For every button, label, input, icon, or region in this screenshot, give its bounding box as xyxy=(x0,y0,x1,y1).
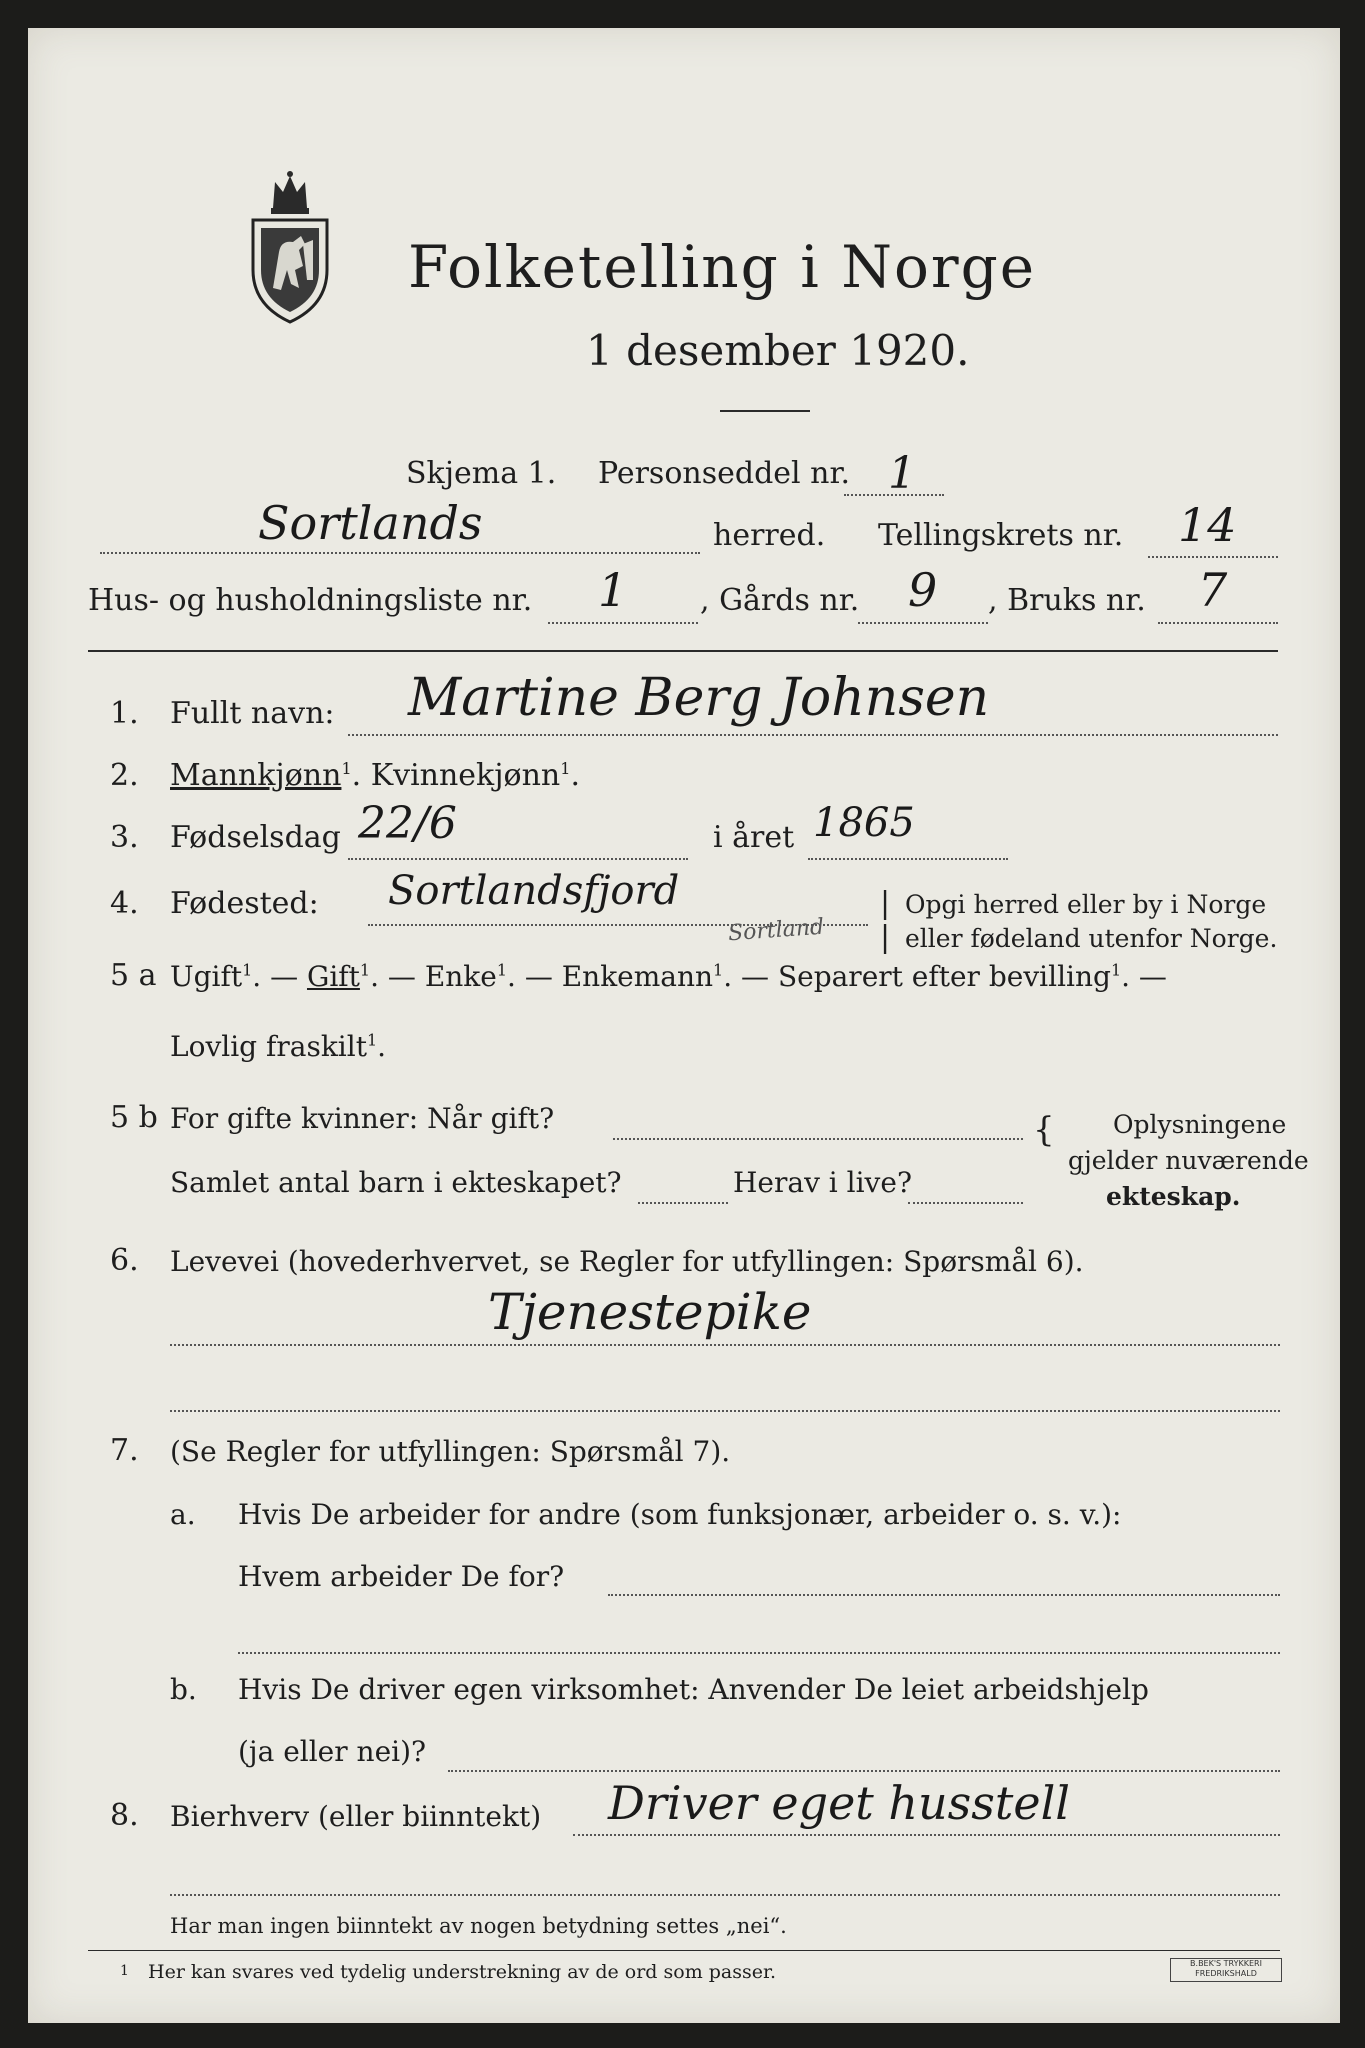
q2-female: Kvinnekjønn xyxy=(370,758,561,793)
bruks-value: 7 xyxy=(1198,563,1228,617)
q5a-fraskilt-sup: 1 xyxy=(366,1030,378,1050)
tellingskrets-label: Tellingskrets nr. xyxy=(878,518,1124,553)
q5b-live-line xyxy=(908,1202,1023,1204)
q3-number: 3. xyxy=(110,820,139,855)
q2-number: 2. xyxy=(110,758,139,793)
q5a-separert-sup: 1 xyxy=(1110,960,1122,980)
q8-line xyxy=(573,1834,1280,1836)
header-divider xyxy=(88,650,1278,652)
q7b-line xyxy=(448,1770,1280,1772)
q5b-live-label: Herav i live? xyxy=(733,1166,912,1199)
footnote-number: 1 xyxy=(120,1963,129,1979)
q3-year-line xyxy=(808,858,1008,860)
stamp-line-2: FREDRIKSHALD xyxy=(1195,1969,1257,1978)
gards-label: , Gårds nr. xyxy=(700,583,860,618)
q7-label: (Se Regler for utfyllingen: Spørsmål 7). xyxy=(170,1435,731,1468)
q6-number: 6. xyxy=(110,1243,139,1278)
herred-value: Sortlands xyxy=(258,496,483,550)
q5b-number: 5 b xyxy=(110,1100,158,1135)
q5a-enkemann: Enkemann xyxy=(561,960,714,993)
footer-divider xyxy=(88,1950,1280,1951)
q5a-number: 5 a xyxy=(110,958,157,993)
q5b-label: For gifte kvinner: Når gift? xyxy=(170,1102,555,1135)
q5a-ugift: Ugift xyxy=(170,960,243,993)
q5b-note-1: Oplysningene xyxy=(1113,1110,1287,1139)
printer-stamp xyxy=(1170,1958,1282,1982)
q6-label: Levevei (hovederhvervet, se Regler for utfyllingen: Spørsmål 6). xyxy=(170,1245,1084,1278)
personseddel-label: Personseddel nr. xyxy=(598,456,851,491)
norway-coat-of-arms-icon xyxy=(243,170,338,325)
q2-male: Mannkjønn xyxy=(170,758,342,793)
gards-line xyxy=(858,622,988,624)
q3-year-label: i året xyxy=(713,820,795,855)
q6-value: Tjenestepike xyxy=(488,1283,812,1341)
census-form xyxy=(28,28,1340,2023)
q4-label: Fødested: xyxy=(170,886,319,921)
q1-value: Martine Berg Johnsen xyxy=(408,668,990,728)
q5a-fraskilt: Lovlig fraskilt xyxy=(170,1030,367,1063)
q7a-line-2 xyxy=(238,1652,1280,1654)
q8-number: 8. xyxy=(110,1798,139,1833)
stamp-line-1: B.BEK'S TRYKKERI xyxy=(1190,1959,1262,1968)
q5a-ugift-sup: 1 xyxy=(242,960,253,980)
q1-number: 1. xyxy=(110,696,139,731)
q7a-label: Hvis De arbeider for andre (som funksjonær, arbeider o. s. v.): xyxy=(238,1498,1122,1531)
hus-label: Hus- og husholdningsliste nr. xyxy=(88,583,533,618)
q1-label: Fullt navn: xyxy=(170,696,335,731)
q5a-options: Ugift$^1$. — Gift$^1$. — Enke$^1$. — Enkemann$^1$. — Separert efter bevilling$^1$. — xyxy=(170,960,1167,993)
q5a-gift-sup: 1 xyxy=(359,960,371,980)
q5b-note-3: ekteskap. xyxy=(1106,1182,1241,1211)
q4-value-pencil: Sortland xyxy=(727,914,825,947)
personseddel-value: 1 xyxy=(888,448,916,499)
q7a-number: a. xyxy=(170,1498,196,1531)
q5b-gift-line xyxy=(613,1138,1023,1140)
q4-value: Sortlandsfjord xyxy=(388,868,680,914)
q5a-enke-sup: 1 xyxy=(496,960,508,980)
q4-brace-bottom: | xyxy=(880,920,891,955)
q5b-note-2: gjelder nuværende xyxy=(1068,1146,1309,1175)
tellingskrets-line xyxy=(1148,556,1278,558)
q7b-number: b. xyxy=(170,1673,197,1706)
q8-line-2 xyxy=(170,1894,1280,1896)
q7b-label: Hvis De driver egen virksomhet: Anvender De leiet arbeidshjelp xyxy=(238,1673,1149,1706)
q3-year-value: 1865 xyxy=(813,800,915,846)
q5a-separert: Separert efter bevilling xyxy=(777,960,1111,993)
gards-value: 9 xyxy=(908,563,938,617)
q2-female-sup: 1 xyxy=(560,759,571,778)
bruks-line xyxy=(1158,622,1278,624)
q6-line-2 xyxy=(170,1410,1280,1412)
tellingskrets-value: 14 xyxy=(1178,498,1237,552)
q1-line xyxy=(348,734,1278,736)
schema-label: Skjema 1. xyxy=(406,456,557,491)
q4-note-2: eller fødeland utenfor Norge. xyxy=(905,924,1278,953)
q5b-barn-line xyxy=(638,1202,728,1204)
title-divider xyxy=(720,410,810,412)
q5b-brace: { xyxy=(1033,1110,1055,1150)
note-nei: Har man ingen biinntekt av nogen betydning settes „nei“. xyxy=(170,1914,787,1938)
q7-number: 7. xyxy=(110,1433,139,1468)
footnote-text: Her kan svares ved tydelig understrekning av de ord som passer. xyxy=(148,1961,777,1983)
q6-line-1 xyxy=(170,1344,1280,1346)
q4-note-1: Opgi herred eller by i Norge xyxy=(905,890,1267,919)
q3-line xyxy=(348,858,688,860)
hus-line xyxy=(548,622,698,624)
q3-value: 22/6 xyxy=(358,798,457,849)
bruks-label: , Bruks nr. xyxy=(988,583,1146,618)
q5a-fraskilt-line: Lovlig fraskilt$^1$. xyxy=(170,1030,387,1063)
herred-line xyxy=(100,552,700,554)
q5a-enkemann-sup: 1 xyxy=(713,960,724,980)
form-date: 1 desember 1920. xyxy=(586,326,970,375)
q4-brace-top: | xyxy=(880,886,891,921)
q5b-barn-label: Samlet antal barn i ekteskapet? xyxy=(170,1166,622,1199)
q5a-enke: Enke xyxy=(424,960,497,993)
q7a-label-2: Hvem arbeider De for? xyxy=(238,1560,565,1593)
q2-options: Mannkjønn$^1$. Kvinnekjønn$^1$. xyxy=(170,758,580,793)
q4-number: 4. xyxy=(110,886,139,921)
q7a-line xyxy=(608,1594,1280,1596)
herred-label: herred. xyxy=(713,518,826,553)
form-title: Folketelling i Norge xyxy=(408,233,1037,301)
q2-male-sup: 1 xyxy=(341,759,352,778)
q5a-gift: Gift xyxy=(306,960,360,993)
q7b-label-2: (ja eller nei)? xyxy=(238,1735,427,1768)
hus-value: 1 xyxy=(598,563,628,617)
q3-label: Fødselsdag xyxy=(170,820,341,855)
q8-value: Driver eget husstell xyxy=(608,1776,1070,1830)
q8-label: Bierhverv (eller biinntekt) xyxy=(170,1800,542,1833)
